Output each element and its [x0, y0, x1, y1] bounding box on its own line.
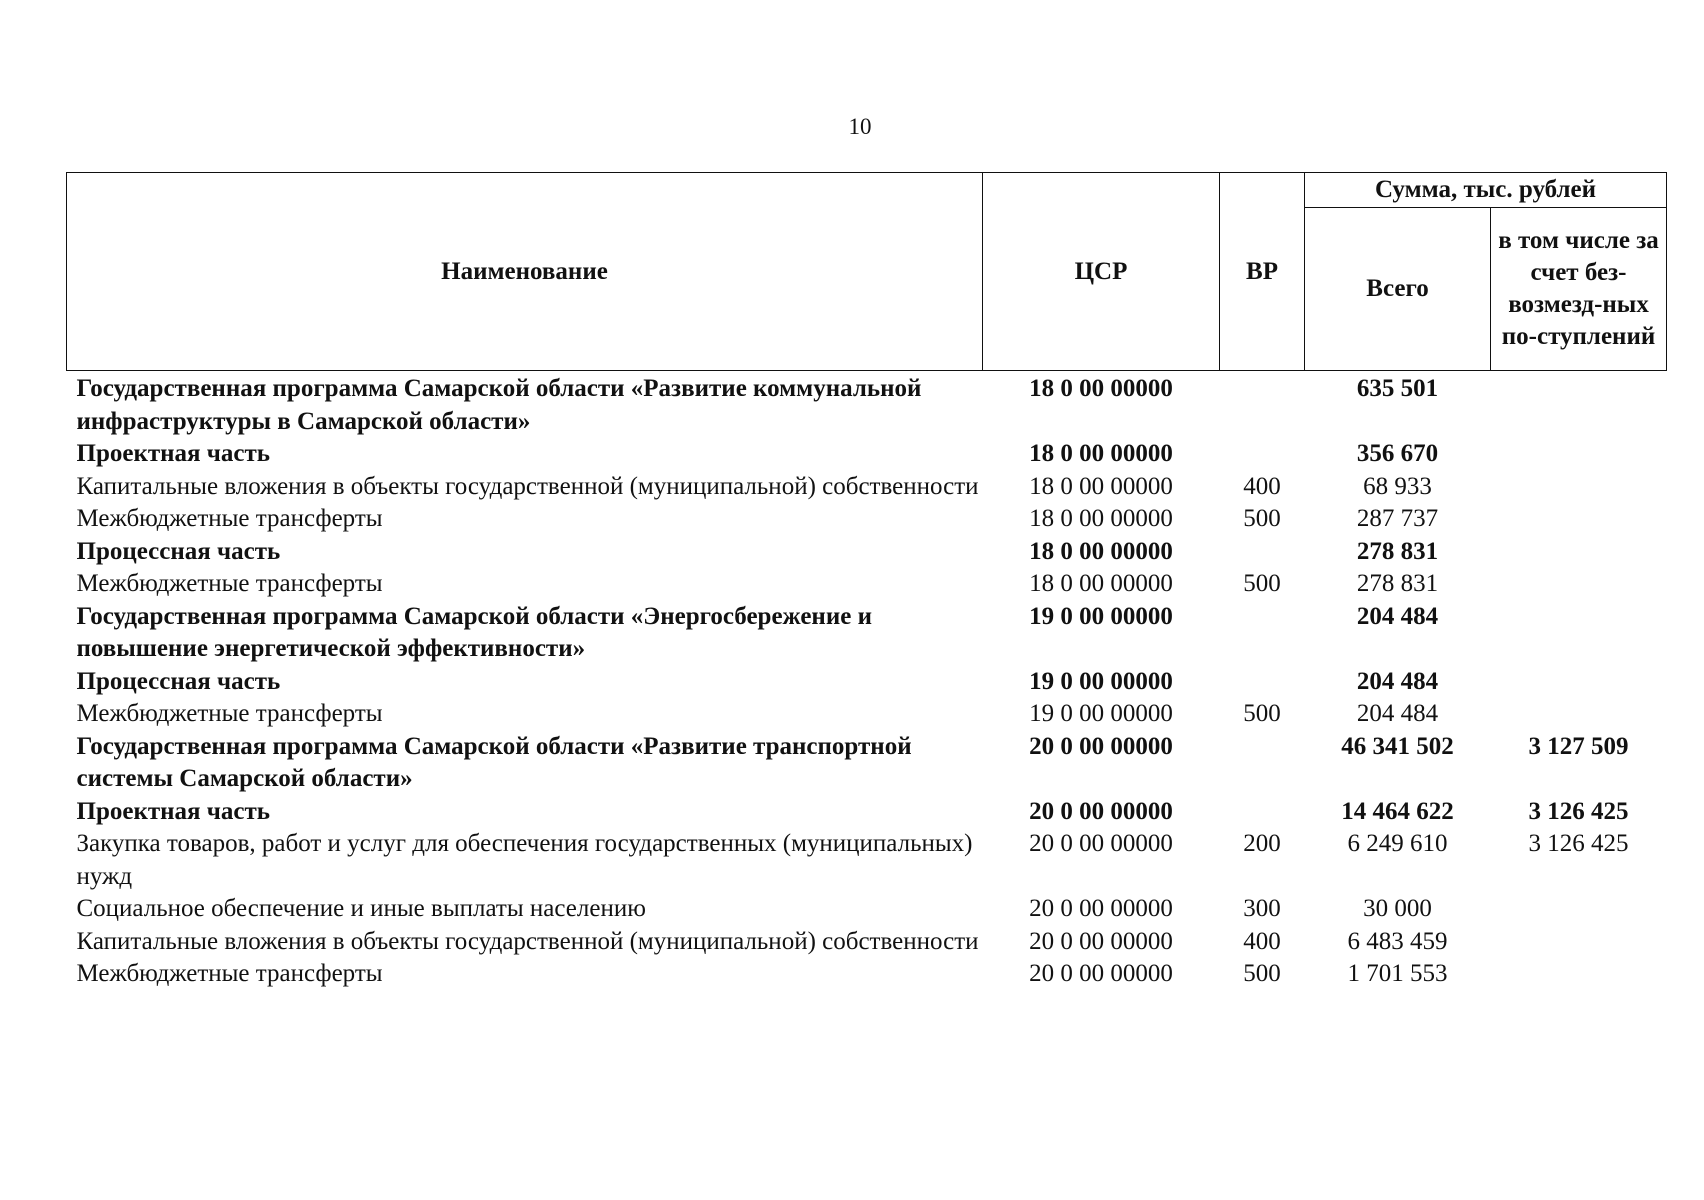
row-csr: 20 0 00 00000	[1029, 927, 1173, 955]
row-free	[1491, 503, 1667, 536]
row-vr	[1220, 536, 1305, 569]
row-name: Государственная программа Самарской области «Развитие коммунальной инфраструктуры в Самарской области»	[76, 375, 922, 435]
row-csr: 18 0 00 00000	[1029, 375, 1173, 402]
row-vr	[1220, 796, 1305, 829]
row-name: Процессная часть	[76, 537, 281, 565]
row-name: Межбюджетные трансферты	[76, 960, 383, 987]
row-total: 1 701 553	[1347, 960, 1448, 987]
row-total: 204 484	[1356, 667, 1439, 695]
row-total: 46 341 502	[1341, 732, 1454, 760]
row-total: 204 484	[1356, 602, 1439, 630]
row-free	[1491, 666, 1667, 699]
row-name: Закупка товаров, работ и услуг для обеспечения государственных (муниципальных) нужд	[76, 830, 973, 890]
budget-table	[66, 172, 1667, 991]
row-vr: 200	[1243, 830, 1281, 857]
table-row	[67, 536, 1667, 569]
row-free	[1491, 471, 1667, 504]
row-vr	[1220, 371, 1305, 439]
header-vr: ВР	[1220, 173, 1305, 371]
row-csr: 19 0 00 00000	[1029, 700, 1173, 727]
row-csr: 20 0 00 00000	[1029, 797, 1173, 825]
row-free: 3 126 425	[1528, 797, 1629, 825]
row-name: Проектная часть	[76, 440, 271, 467]
row-total: 6 249 610	[1347, 830, 1448, 857]
table-row	[67, 698, 1667, 731]
row-name: Государственная программа Самарской области «Энергосбережение и повышение энергетической эффективности»	[76, 602, 872, 662]
row-vr	[1220, 438, 1305, 471]
table-row	[67, 503, 1667, 536]
table-row	[67, 601, 1667, 666]
row-total: 6 483 459	[1347, 927, 1448, 955]
row-name: Процессная часть	[76, 667, 281, 695]
row-vr: 300	[1243, 895, 1281, 922]
table-row	[67, 731, 1667, 796]
row-csr: 18 0 00 00000	[1029, 505, 1173, 532]
row-total: 356 670	[1356, 440, 1439, 467]
row-vr: 500	[1243, 960, 1281, 987]
row-name: Государственная программа Самарской области «Развитие транспортной системы Самарской области»	[76, 732, 912, 792]
table-header	[67, 173, 1667, 371]
row-total: 635 501	[1356, 375, 1439, 402]
row-csr: 20 0 00 00000	[1029, 830, 1173, 857]
table-row	[67, 893, 1667, 926]
row-total: 30 000	[1363, 895, 1432, 922]
row-total: 278 831	[1356, 570, 1439, 597]
row-vr	[1220, 601, 1305, 666]
row-free	[1491, 926, 1667, 959]
row-name: Проектная часть	[76, 797, 271, 825]
row-csr: 18 0 00 00000	[1029, 440, 1173, 467]
table-row	[67, 926, 1667, 959]
row-free: 3 126 425	[1528, 830, 1629, 857]
header-free: в том числе за счет без-возмезд-ных по-ступлений	[1491, 208, 1667, 371]
row-total: 278 831	[1356, 537, 1439, 565]
row-free	[1491, 371, 1667, 439]
row-name: Межбюджетные трансферты	[76, 505, 383, 532]
row-free	[1491, 438, 1667, 471]
row-name: Капитальные вложения в объекты государственной (муниципальной) собственности	[76, 927, 979, 955]
row-vr	[1220, 666, 1305, 699]
row-vr: 400	[1243, 472, 1281, 500]
row-free	[1491, 698, 1667, 731]
row-csr: 18 0 00 00000	[1029, 537, 1173, 565]
row-total: 68 933	[1363, 472, 1432, 500]
table-row	[67, 666, 1667, 699]
row-vr: 500	[1243, 505, 1281, 532]
row-vr: 500	[1243, 700, 1281, 727]
row-csr: 20 0 00 00000	[1029, 895, 1173, 922]
row-free: 3 127 509	[1528, 732, 1629, 760]
row-total: 287 737	[1356, 505, 1439, 532]
row-csr: 18 0 00 00000	[1029, 472, 1173, 500]
table-row	[67, 828, 1667, 893]
table-row	[67, 958, 1667, 991]
row-vr: 400	[1243, 927, 1281, 955]
page-number: 10	[848, 114, 872, 139]
table-row	[67, 796, 1667, 829]
row-name: Межбюджетные трансферты	[76, 700, 383, 727]
row-free	[1491, 601, 1667, 666]
row-vr: 500	[1243, 570, 1281, 597]
row-csr: 19 0 00 00000	[1029, 602, 1173, 630]
row-csr: 18 0 00 00000	[1029, 570, 1173, 597]
row-name: Социальное обеспечение и иные выплаты населению	[76, 895, 646, 922]
row-name: Капитальные вложения в объекты государственной (муниципальной) собственности	[76, 472, 979, 500]
table-row	[67, 471, 1667, 504]
table-body	[67, 371, 1667, 991]
table-row	[67, 438, 1667, 471]
row-vr	[1220, 731, 1305, 796]
row-free	[1491, 536, 1667, 569]
row-csr: 19 0 00 00000	[1029, 667, 1173, 695]
header-name: Наименование	[67, 173, 983, 371]
row-csr: 20 0 00 00000	[1029, 732, 1173, 760]
table-row	[67, 568, 1667, 601]
header-csr: ЦСР	[983, 173, 1220, 371]
row-total: 14 464 622	[1341, 797, 1454, 825]
row-total: 204 484	[1356, 700, 1439, 727]
table-row	[67, 371, 1667, 439]
row-free	[1491, 568, 1667, 601]
header-total: Всего	[1305, 208, 1491, 371]
row-free	[1491, 958, 1667, 991]
row-csr: 20 0 00 00000	[1029, 960, 1173, 987]
header-sum: Сумма, тыс. рублей	[1305, 173, 1667, 208]
row-free	[1491, 893, 1667, 926]
row-name: Межбюджетные трансферты	[76, 570, 383, 597]
